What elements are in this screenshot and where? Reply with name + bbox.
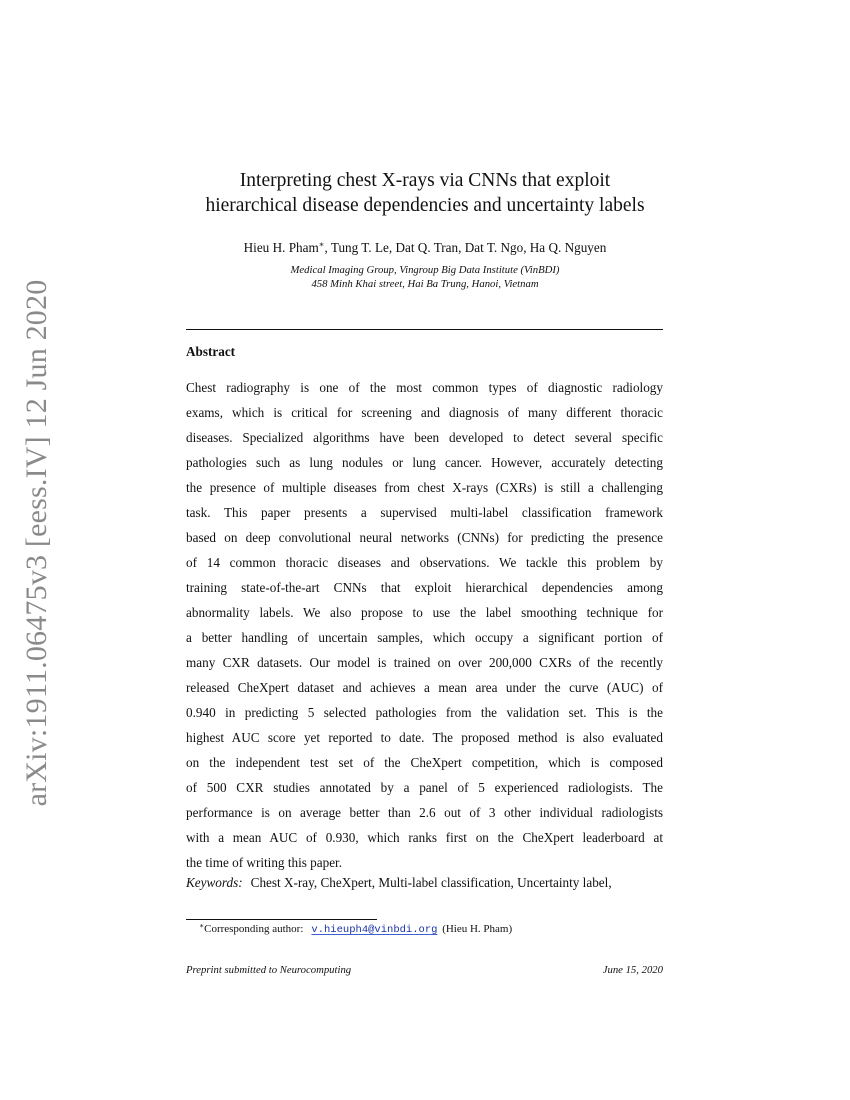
- corresponding-author-mark: ∗: [318, 239, 325, 249]
- abstract-line: on the independent test set of the CheXpert competition, which is composed: [186, 755, 663, 770]
- footnote-mark: ∗: [199, 921, 205, 930]
- affiliation-line-2: 458 Minh Khai street, Hai Ba Trung, Hanoi, Vietnam: [311, 278, 539, 290]
- abstract-line: of 14 common thoracic diseases and observations. We tackle this problem by: [186, 555, 663, 570]
- arxiv-identifier-stamp: arXiv:1911.06475v3 [eess.IV] 12 Jun 2020: [20, 279, 53, 807]
- author-list: [150, 240, 700, 256]
- abstract-line: pathologies such as lung nodules or lung cancer. However, accurately detecting: [186, 455, 663, 470]
- title-line-2: hierarchical disease dependencies and uncertainty labels: [205, 195, 645, 216]
- other-authors: , Tung T. Le, Dat Q. Tran, Dat T. Ngo, Ha Q. Nguyen: [324, 240, 607, 255]
- corresponding-email-link[interactable]: v.hieuph4@vinbdi.org: [311, 924, 438, 936]
- abstract-top-rule: [186, 329, 663, 330]
- abstract-line: a better handling of uncertain samples, which occupy a significant portion of: [186, 630, 663, 645]
- abstract-line: of 500 CXR studies annotated by a panel of 5 experienced radiologists. The: [186, 780, 663, 795]
- footnote-label: Corresponding author:: [204, 923, 304, 935]
- keywords-text: Chest X-ray, CheXpert, Multi-label classification, Uncertainty label,: [250, 875, 612, 890]
- affiliation-line-1: Medical Imaging Group, Vingroup Big Data Institute (VinBDI): [290, 264, 560, 276]
- abstract-line: training state-of-the-art CNNs that exploit hierarchical dependencies among: [186, 580, 663, 595]
- first-author: Hieu H. Pham: [243, 240, 319, 255]
- abstract-line: with a mean AUC of 0.930, which ranks first on the CheXpert leaderboard at: [186, 830, 663, 845]
- preprint-note: Preprint submitted to Neurocomputing: [186, 964, 352, 976]
- abstract-line: the presence of multiple diseases from chest X-rays (CXRs) is still a challenging: [186, 480, 663, 495]
- abstract-line: abnormality labels. We also propose to use the label smoothing technique for: [186, 605, 663, 620]
- submission-date: June 15, 2020: [602, 964, 663, 976]
- abstract-line: task. This paper presents a supervised multi-label classification framework: [186, 505, 663, 520]
- abstract-line: many CXR datasets. Our model is trained on over 200,000 CXRs of the recently: [186, 655, 663, 670]
- keywords-label: Keywords:: [186, 875, 243, 890]
- keywords: [186, 875, 663, 891]
- abstract-line: diseases. Specialized algorithms have been developed to detect several specific: [186, 430, 663, 445]
- title-line-1: Interpreting chest X-rays via CNNs that exploit: [239, 170, 611, 191]
- abstract-line: Chest radiography is one of the most common types of diagnostic radiology: [186, 380, 663, 395]
- abstract-line: exams, which is critical for screening and diagnosis of many different thoracic: [186, 405, 663, 420]
- footnote: [199, 923, 512, 936]
- footnote-rule: [186, 919, 377, 920]
- abstract-body: [186, 375, 663, 875]
- footnote-name: (Hieu H. Pham): [442, 923, 513, 935]
- paper-title: [150, 168, 700, 218]
- abstract-line: the time of writing this paper.: [186, 855, 343, 870]
- abstract-heading: Abstract: [186, 344, 236, 359]
- abstract-line: performance is on average better than 2.6 out of 3 other individual radiologists: [186, 805, 663, 820]
- abstract-line: highest AUC score yet reported to date. The proposed method is also evaluated: [186, 730, 663, 745]
- abstract-line: based on deep convolutional neural networks (CNNs) for predicting the presence: [186, 530, 663, 545]
- abstract-line: released CheXpert dataset and achieves a mean area under the curve (AUC) of: [186, 680, 663, 695]
- abstract-line: 0.940 in predicting 5 selected pathologies from the validation set. This is the: [186, 705, 663, 720]
